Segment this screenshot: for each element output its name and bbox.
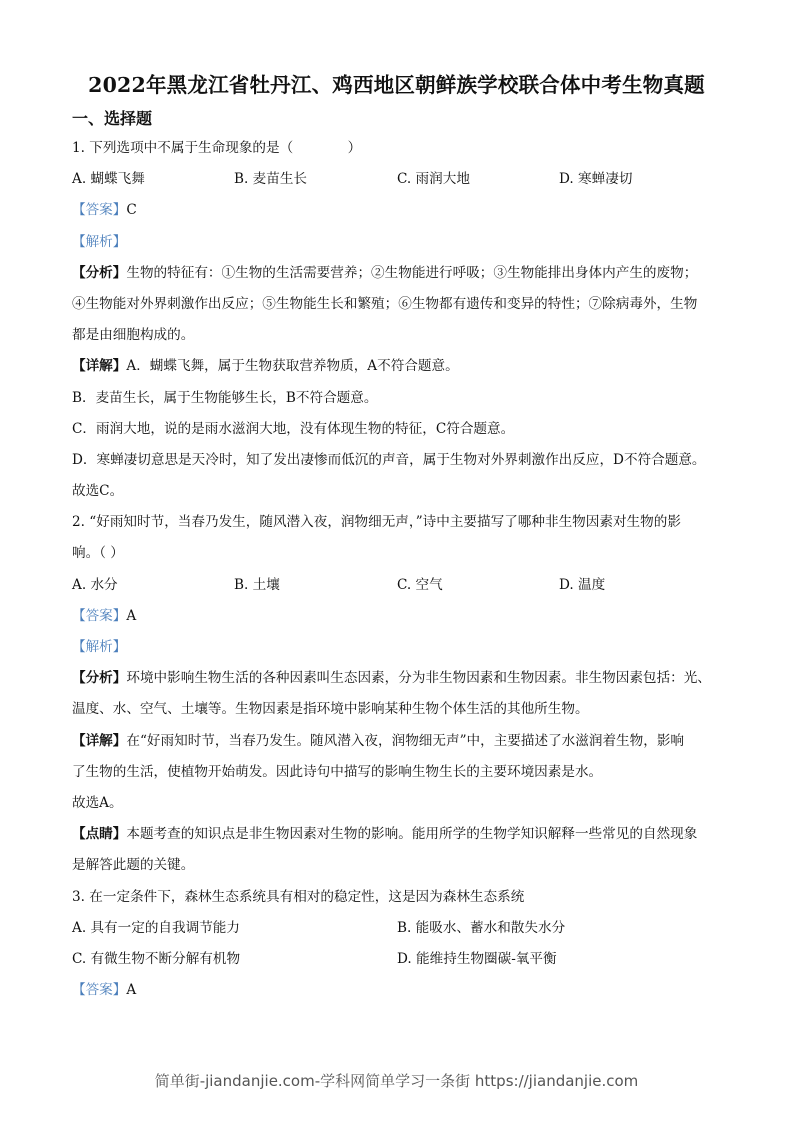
q3-answer bbox=[72, 979, 722, 1010]
q1-xiangjie-line: B．麦苗生长，属于生物能够生长，B不符合题意。 bbox=[72, 389, 378, 406]
q2-option-b: B. 土壤 bbox=[234, 576, 280, 593]
q2-conclusion: 故选A。 bbox=[72, 794, 123, 811]
q2-option-a: A. 水分 bbox=[72, 576, 118, 593]
q3-options-row2 bbox=[72, 948, 722, 979]
xiangjie-label: 【详解】 bbox=[72, 358, 127, 375]
q3-stem: 3. 在一定条件下，森林生态系统具有相对的稳定性，这是因为森林生态系统 bbox=[72, 888, 525, 905]
q2-fenxi-line: 温度、水、空气、土壤等。生物因素是指环境中影响某种生物个体生活的其他所生物。 bbox=[72, 701, 589, 718]
answer-label: 【答案】 bbox=[72, 607, 127, 624]
q2-analysis-label bbox=[72, 636, 722, 667]
q2-fenxi-line bbox=[72, 667, 722, 698]
q1-fenxi-line: 都是由细胞构成的。 bbox=[72, 327, 195, 344]
q1-option-c: C. 雨润大地 bbox=[397, 171, 470, 188]
q2-stem: 2. “好雨知时节，当春乃发生，随风潜入夜，润物细无声，”诗中主要描写了哪种非生物因素对生物的影 bbox=[72, 514, 681, 531]
q3-options-row1 bbox=[72, 917, 722, 948]
answer-label: 【答案】 bbox=[72, 982, 127, 999]
q2-option-c: C. 空气 bbox=[397, 576, 443, 593]
answer-label: 【答案】 bbox=[72, 202, 127, 219]
footer-watermark: 简单街-jiandanjie.com-学科网简单学习一条街 https://jiandanjie.com bbox=[154, 1072, 639, 1090]
q1-options bbox=[72, 168, 722, 199]
answer-value: A bbox=[126, 607, 137, 624]
q2-dianjing-line: 是解答此题的关键。 bbox=[72, 857, 195, 874]
answer-value: A bbox=[126, 982, 137, 999]
text: 生物的特征有：①生物的生活需要营养；②生物能进行呼吸；③生物能排出身体内产生的废物； bbox=[126, 264, 698, 281]
q1-answer bbox=[72, 199, 722, 230]
q3-option-b: B. 能吸水、蓄水和散失水分 bbox=[397, 919, 566, 936]
fenxi-label: 【分析】 bbox=[72, 264, 127, 281]
q3-option-a: A. 具有一定的自我调节能力 bbox=[72, 919, 240, 936]
fenxi-label: 【分析】 bbox=[72, 670, 127, 687]
text: 本题考查的知识点是非生物因素对生物的影响。能用所学的生物学知识解释一些常见的自然现象 bbox=[126, 826, 698, 843]
xiangjie-label: 【详解】 bbox=[72, 732, 127, 749]
q1-option-d: D. 寒蝉凄切 bbox=[559, 171, 633, 188]
document-body bbox=[72, 137, 722, 1010]
section-heading: 一、选择题 bbox=[72, 109, 153, 128]
q2-xiangjie-line bbox=[72, 730, 722, 761]
q1-xiangjie-line: D．寒蝉凄切意思是天冷时，知了发出凄惨而低沉的声音，属于生物对外界刺激作出反应，D不符合题意。 bbox=[72, 451, 706, 468]
text: A．蝴蝶飞舞，属于生物获取营养物质，A不符合题意。 bbox=[126, 358, 459, 375]
q1-fenxi-line bbox=[72, 262, 722, 293]
dianjing-label: 【点睛】 bbox=[72, 826, 127, 843]
text: 环境中影响生物生活的各种因素叫生态因素，分为非生物因素和生物因素。非生物因素包括：光、 bbox=[126, 670, 711, 687]
q1-option-a: A. 蝴蝶飞舞 bbox=[72, 171, 145, 188]
analysis-label: 【解析】 bbox=[72, 639, 127, 655]
q1-option-b: B. 麦苗生长 bbox=[234, 171, 308, 188]
answer-value: C bbox=[126, 202, 137, 219]
q1-xiangjie-line bbox=[72, 355, 722, 386]
q2-stem: 响。（ ） bbox=[72, 545, 124, 562]
q2-options bbox=[72, 574, 722, 605]
q2-option-d: D. 温度 bbox=[559, 576, 606, 593]
q1-xiangjie-line: C．雨润大地，说的是雨水滋润大地，没有体现生物的特征，C符合题意。 bbox=[72, 420, 515, 437]
q2-xiangjie-line: 了生物的生活，使植物开始萌发。因此诗句中描写的影响生物生长的主要环境因素是水。 bbox=[72, 763, 603, 780]
q3-option-c: C. 有微生物不断分解有机物 bbox=[72, 950, 241, 967]
analysis-label: 【解析】 bbox=[72, 233, 127, 250]
document-title: 2022年黑龙江省牡丹江、鸡西地区朝鲜族学校联合体中考生物真题 bbox=[88, 73, 705, 97]
q1-fenxi-line: ④生物能对外界刺激作出反应；⑤生物能生长和繁殖；⑥生物都有遗传和变异的特性；⑦除病毒外，生物 bbox=[72, 295, 698, 312]
q1-conclusion: 故选C。 bbox=[72, 483, 124, 500]
q1-stem: 1. 下列选项中不属于生命现象的是（ ） bbox=[72, 140, 362, 156]
q3-option-d: D. 能维持生物圈碳-氧平衡 bbox=[397, 950, 557, 967]
q1-analysis-label bbox=[72, 231, 722, 262]
text: 在“好雨知时节，当春乃发生。随风潜入夜，润物细无声”中，主要描述了水滋润着生物，影响 bbox=[126, 732, 685, 749]
q2-answer bbox=[72, 605, 722, 636]
q2-dianjing-line bbox=[72, 823, 722, 854]
